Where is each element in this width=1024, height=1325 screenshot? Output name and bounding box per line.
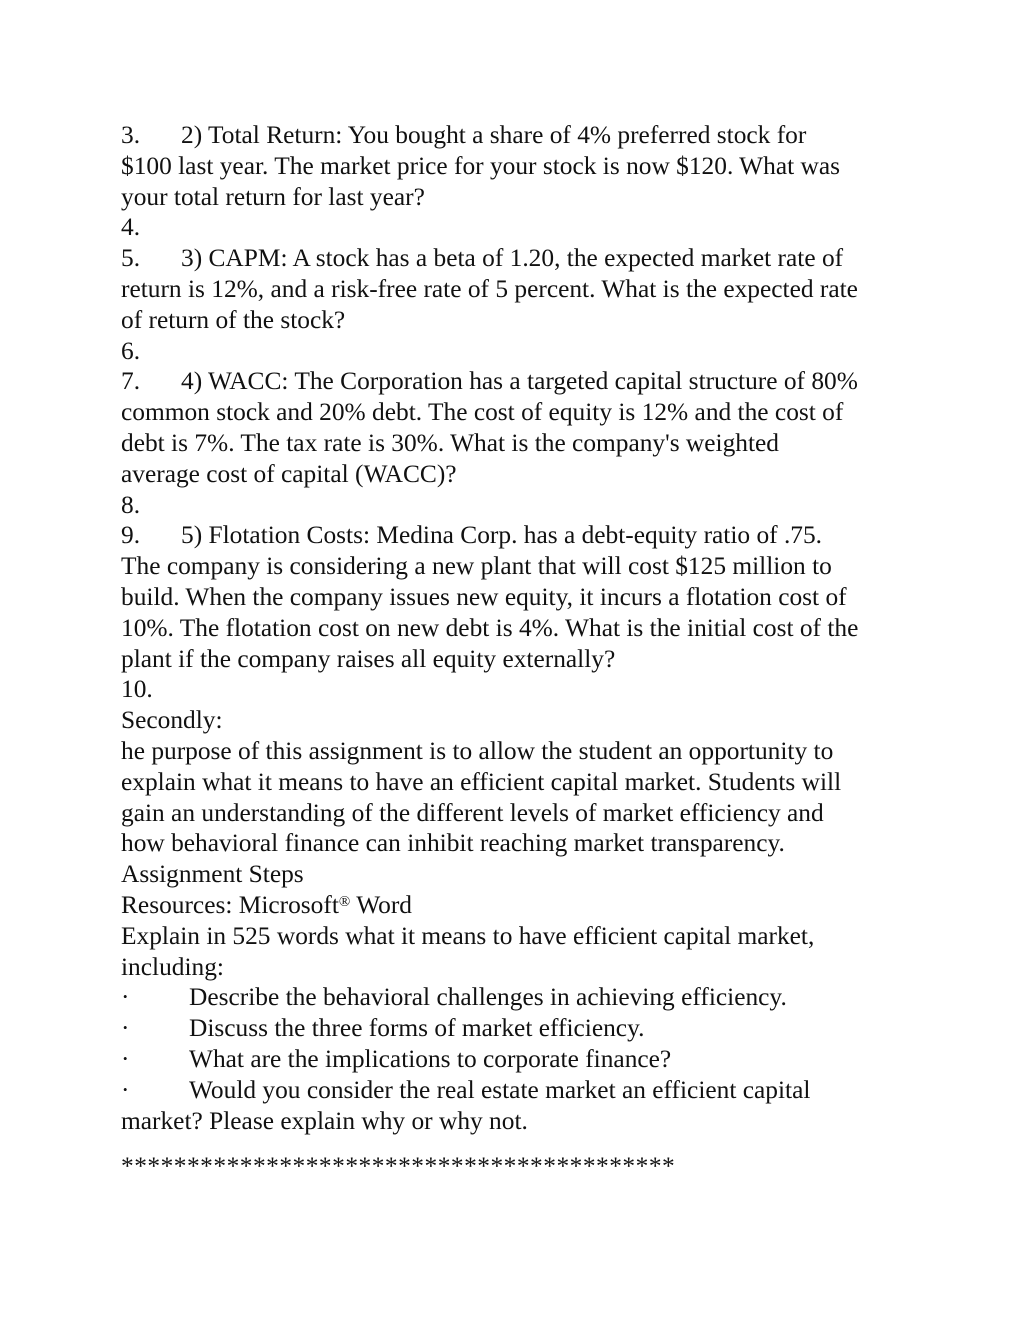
purpose-line-3: gain an understanding of the different levels of market efficiency and: [121, 798, 824, 827]
question-number: 3.: [121, 121, 141, 149]
bullet-icon: ·: [121, 1014, 130, 1043]
question-7-line-3: debt is 7%. The tax rate is 30%. What is the company's weighted: [121, 428, 779, 457]
explain-line-1: Explain in 525 words what it means to have efficient capital market,: [121, 921, 815, 950]
explain-line-2: including:: [121, 952, 224, 981]
resources-prefix: Resources: Microsoft: [121, 890, 339, 919]
document-page: [121, 120, 911, 1182]
purpose-line-2: explain what it means to have an efficient capital market. Students will: [121, 767, 842, 796]
question-text: 2) Total Return: You bought a share of 4% preferred stock for: [181, 121, 807, 149]
empty-item-10: 10.: [121, 675, 153, 704]
question-7-line-4: average cost of capital (WACC)?: [121, 459, 457, 488]
question-text: 5) Flotation Costs: Medina Corp. has a debt-equity ratio of .75.: [181, 521, 823, 550]
empty-item-4: 4.: [121, 213, 141, 242]
question-9-line-1: [121, 520, 911, 551]
question-9-line-3: build. When the company issues new equity, it incurs a flotation cost of: [121, 582, 847, 611]
question-3-line-1: [121, 120, 911, 151]
separator-line: ******************************************: [121, 1152, 676, 1181]
question-9-line-4: 10%. The flotation cost on new debt is 4%. What is the initial cost of the: [121, 613, 859, 642]
bullet-icon: ·: [121, 1075, 130, 1104]
empty-item-6: 6.: [121, 336, 141, 365]
resources-line: [121, 890, 911, 921]
bullet-item: [121, 982, 911, 1013]
question-7-line-1: [121, 366, 911, 397]
empty-item-8: 8.: [121, 490, 141, 519]
bullet-text: What are the implications to corporate finance?: [189, 1044, 672, 1073]
bullet-text: Would you consider the real estate market an efficient capital: [189, 1075, 811, 1104]
question-number: 7.: [121, 367, 141, 396]
question-5-line-2: return is 12%, and a risk-free rate of 5 percent. What is the expected rate: [121, 274, 858, 303]
assignment-steps-heading: Assignment Steps: [121, 860, 304, 889]
question-text: 3) CAPM: A stock has a beta of 1.20, the expected market rate of: [181, 244, 844, 273]
bullet-item: [121, 1013, 911, 1044]
question-9-line-5: plant if the company raises all equity externally?: [121, 644, 616, 673]
question-7-line-2: common stock and 20% debt. The cost of equity is 12% and the cost of: [121, 398, 844, 427]
purpose-line-1: he purpose of this assignment is to allow the student an opportunity to: [121, 736, 834, 765]
bullet-item: [121, 1044, 911, 1075]
bullet-text: Describe the behavioral challenges in achieving efficiency.: [189, 983, 787, 1012]
question-5-line-1: [121, 243, 911, 274]
question-3-line-2: $100 last year. The market price for your stock is now $120. What was: [121, 151, 840, 180]
question-3-line-3: your total return for last year?: [121, 182, 425, 211]
bullet-icon: ·: [121, 1044, 130, 1073]
bullet-continuation: market? Please explain why or why not.: [121, 1106, 528, 1135]
spacer: [121, 1136, 911, 1151]
bullet-item: [121, 1075, 911, 1106]
bullet-text: Discuss the three forms of market efficiency.: [189, 1014, 645, 1043]
registered-mark: ®: [338, 893, 351, 910]
question-number: 5.: [121, 244, 141, 273]
question-5-line-3: of return of the stock?: [121, 305, 346, 334]
secondly-heading: Secondly:: [121, 706, 223, 735]
bullet-icon: ·: [121, 983, 130, 1012]
question-text: 4) WACC: The Corporation has a targeted capital structure of 80%: [181, 367, 858, 396]
question-number: 9.: [121, 521, 141, 550]
question-9-line-2: The company is considering a new plant that will cost $125 million to: [121, 552, 832, 581]
purpose-line-4: how behavioral finance can inhibit reaching market transparency.: [121, 829, 785, 858]
resources-suffix: Word: [350, 890, 412, 919]
